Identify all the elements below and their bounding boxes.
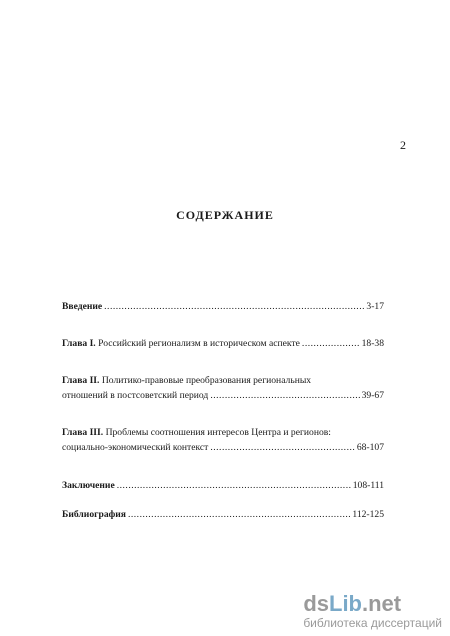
toc-label: Введение (62, 301, 103, 312)
watermark-brand-mid: Lib (329, 591, 362, 616)
leader-dots (117, 479, 351, 492)
toc-label: Проблемы соотношения интересов Центра и регионов: (103, 427, 331, 438)
watermark-subtitle: библиотека диссертаций (303, 616, 442, 630)
toc-entry-intro (62, 300, 384, 313)
leader-dots (104, 300, 364, 313)
toc-label-bold: Глава III. (62, 427, 104, 438)
toc-label: Российский регионализм в историческом аспекте (95, 338, 300, 349)
leader-dots (210, 389, 359, 402)
toc-label: отношений в постсоветский период (62, 390, 209, 401)
page-number: 2 (400, 138, 406, 152)
leader-dots (128, 508, 350, 521)
toc-entry-bibliography (62, 508, 384, 521)
toc-pages: 108-111 (352, 480, 384, 491)
toc-entry-conclusion (62, 479, 384, 492)
toc-label: Заключение (62, 480, 115, 491)
leader-dots (302, 337, 360, 350)
toc-label-bold: Глава II. (62, 375, 100, 386)
toc-entry-chapter-3-line-1 (62, 426, 384, 439)
watermark-brand-left: ds (303, 591, 329, 616)
toc-pages: 3-17 (366, 301, 384, 312)
toc-label: социально-экономический контекст (62, 442, 209, 453)
watermark-brand-right: .net (362, 591, 402, 616)
toc-title: СОДЕРЖАНИЕ (176, 208, 274, 222)
toc-entry-chapter-2-line-2 (62, 389, 384, 402)
leader-dots (210, 441, 354, 454)
toc-label: Политико-правовые преобразования региональных (99, 375, 312, 386)
toc-entry-chapter-3-line-2 (62, 441, 384, 454)
toc-pages: 68-107 (356, 442, 384, 453)
toc-pages: 39-67 (361, 390, 384, 401)
toc-pages: 18-38 (361, 338, 384, 349)
toc-label: Библиография (62, 509, 126, 520)
toc-entry-chapter-1 (62, 337, 384, 350)
toc-pages: 112-125 (352, 509, 384, 520)
toc-label-bold: Глава I. (62, 338, 96, 349)
watermark-brand (303, 593, 442, 615)
dslib-watermark (303, 593, 442, 630)
toc-entry-chapter-2-line-1 (62, 374, 384, 387)
